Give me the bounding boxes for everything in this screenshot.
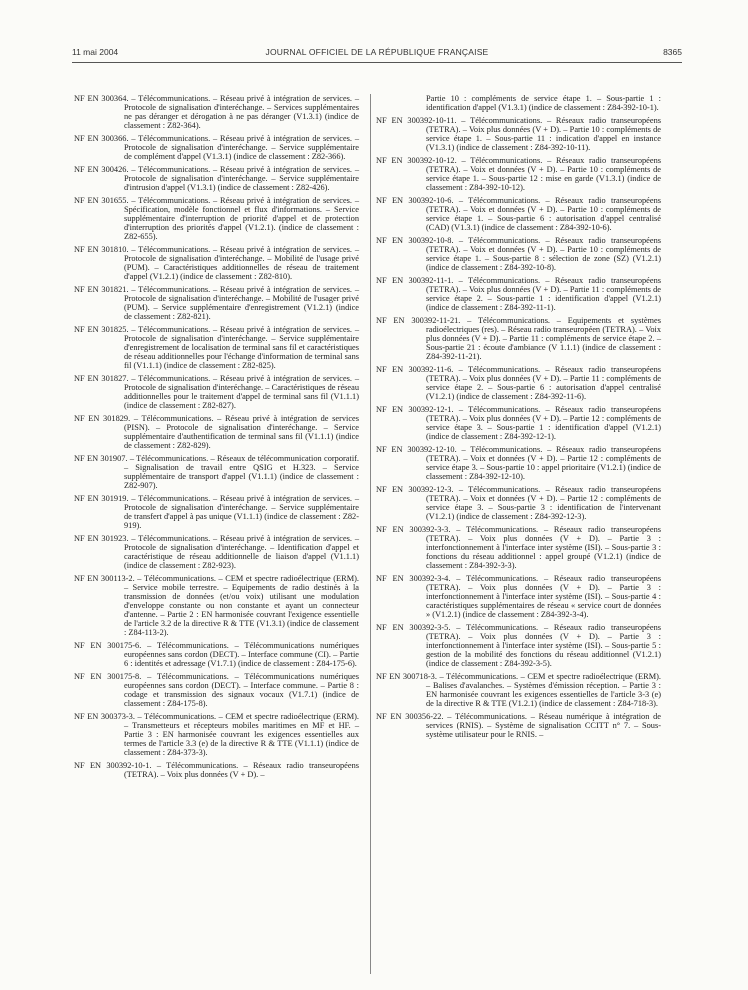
standard-code: NF EN 301655. [74, 195, 129, 205]
standard-description: – Télécommunications. – Réseau privé à intégration de services (PISN). – Protocole de signalisation d'interéchange. – Service supplémentaire d'authentification de terminal sans fil (V1.1.1) (indice de classement : Z82-829). [124, 413, 359, 451]
standard-description: – Télécommunications. – Réseaux radio transeuropéens (TETRA). – Voix et données (V + D). – Partie 12 : compléments de service étape 3. – Sous-partie 3 : identification de l'intervenant (V1.2.1) (indice de classement : Z84-392-12-3). [426, 484, 661, 521]
standard-description: – Télécommunications. – Réseaux radio transeuropéens (TETRA). – Voix plus données (V + D). – Partie 3 : interfonctionnement à l'interface inter système (ISI). – Sous-partie 5 : gestion de la mobilité des fonctions du réseau additionnel (V1.2.1) (indice de classement : Z84-392-3-5). [426, 622, 661, 669]
right-column [376, 94, 661, 743]
standard-entry [74, 285, 359, 321]
standard-description: – Télécommunications. – Réseaux radio transeuropéens (TETRA). – Voix plus données (V + D). – [124, 760, 359, 779]
column-divider [370, 94, 371, 974]
standard-code: NF EN 300392-10-11. [376, 115, 457, 125]
standard-entry [376, 365, 661, 401]
standard-code: NF EN 300426. [74, 164, 129, 174]
standard-entry [376, 236, 661, 272]
standard-code: NF EN 300392-11-1. [376, 275, 454, 285]
standard-entry [74, 374, 359, 410]
standard-entry [376, 485, 661, 521]
left-column [74, 94, 359, 783]
standard-code: NF EN 300366. [74, 133, 129, 143]
standard-code: NF EN 300392-3-4. [376, 573, 451, 583]
standard-description: – Télécommunications. – Réseau privé à intégration de services. – Spécification, modèle fonctionnel et flux d'informations. – Service supplémentaire d'interruption de priorité d'appel et de protection d'interruption des priorités d'appel (V1.2.1). (indice de classement : Z82-655). [124, 195, 359, 242]
standard-description: – Télécommunications. – Réseaux radio transeuropéens (TETRA). – Voix plus données (V + D). – Partie 12 : compléments de service étape 3. – Sous-partie 1 : identification d'appel (V1.2.1) (indice de classement : Z84-392-12-1). [426, 404, 661, 441]
standard-entry [74, 494, 359, 530]
standard-entry [376, 116, 661, 152]
standard-code: NF EN 300373-3. [74, 711, 135, 721]
standard-description: – Télécommunications. – Réseau privé à intégration de services. – Protocole de signalisation d'interéchange. – Services supplémentaires ne pas déranger et dérogation à ne pas déranger (V1.3.1) (indice de classement : Z82-364). [124, 94, 359, 131]
standard-description: – Télécommunications. – Réseaux radio transeuropéens (TETRA). – Voix plus données (V + D). – Partie 3 : interfonctionnement à l'interface inter système (ISI). – Sous-partie 4 : caractéristiques supplémentaires de réseau « service court de données » (V1.2.1) (indice de classement : Z84-392-3-4). [426, 573, 661, 619]
standard-code: NF EN 300356-22. [376, 711, 444, 721]
standard-entry [376, 623, 661, 668]
standard-entry [74, 641, 359, 668]
standard-entry [74, 672, 359, 708]
standard-description: – Télécommunications. – Réseaux de télécommunication corporatif. – Signalisation de travail entre QSIG et H.323. – Service supplémentaire de transport d'appel (V1.1.1) (indice de classement : Z82-907). [124, 453, 360, 490]
standard-description: – Télécommunications. – Réseaux radio transeuropéens (TETRA). – Voix plus données (V + D). – Partie 3 : interfonctionnement à l'interface inter système (ISI). – Sous-partie 3 : fonctions du réseau additionnel : appel groupé (V1.2.1) (indice de classement : Z84-392-3-3). [426, 524, 661, 570]
standard-entry [74, 414, 359, 450]
standard-code: NF EN 300392-12-1. [376, 404, 454, 414]
standard-code: NF EN 301825. [74, 324, 129, 334]
standard-code: NF EN 301923. [74, 533, 129, 543]
header-journal-title: JOURNAL OFFICIEL DE LA RÉPUBLIQUE FRANÇAISE [265, 47, 489, 57]
standard-description: – Télécommunications. – Réseau privé à intégration de services. – Protocole de signalisation d'interéchange. – Mobilité de l'usage privé (PUM). – Caractéristiques additionnelles de réseau de traitement d'appel (V1.2.1) (indice de classement : Z82-810). [124, 244, 359, 282]
standard-description: – Télécommunications. – Réseaux radio transeuropéens (TETRA). – Voix et données (V + D). – Partie 10 : compléments de service étape 1. – Sous-partie 8 : sélection de zone (SZ) (V1.2.1) (indice de classement : Z84-392-10-8). [426, 235, 661, 272]
standard-entry [74, 245, 359, 281]
standard-code: NF EN 301919. [74, 493, 129, 503]
standard-code: NF EN 300175-8. [74, 671, 142, 681]
standard-description: – Télécommunications. – CEM et spectre radioélectrique (ERM). – Service mobile terrestre. – Equipements de radio destinés à la transmission de données (et/ou voix) utilisant une modulation d'enveloppe constante ou non constante et ayant un connecteur d'antenne. – Partie 2 : EN harmonisée couvrant l'exigence essentielle de l'article 3.2 de la directive R & TTE (V1.3.1) (indice de classement : Z84-113-2). [124, 573, 359, 638]
standard-entry [376, 276, 661, 312]
standard-code: NF EN 300392-12-10. [376, 444, 457, 454]
standard-entry [74, 574, 359, 638]
standard-code: NF EN 300392-10-1. [74, 760, 152, 770]
standard-code: NF EN 300718-3. [376, 671, 437, 681]
standard-description: – Télécommunications. – Réseaux radio transeuropéens (TETRA). – Voix et données (V + D). – Partie 12 : compléments de service étape 3. – Sous-partie 10 : appel prioritaire (V1.2.1) (indice de classement : Z84-392-12-10). [426, 444, 661, 481]
standard-code: NF EN 300392-11-6. [376, 364, 454, 374]
standard-code: NF EN 300392-11-21. [376, 315, 461, 325]
standard-description: – Télécommunications. – Réseau privé à intégration de services. – Protocole de signalisation d'interéchange. – Identification d'appel et caractéristique de réseau additionnelle de liaison d'appel (V1.1.1) (indice de classement : Z82-923). [124, 533, 359, 570]
standard-entry [74, 196, 359, 241]
standard-code: NF EN 300392-10-8. [376, 235, 454, 245]
standard-entry [74, 165, 359, 192]
continuation-text: Partie 10 : compléments de service étape 1. – Sous-partie 1 : identification d'appel (V1.3.1) (indice de classement : Z84-392-10-1). [426, 94, 661, 113]
standard-description: – Télécommunications. – Réseaux radio transeuropéens (TETRA). – Voix et données (V + D). – Partie 10 : compléments de service étape 1. – Sous-partie 12 : mise en garde (V1.3.1) (indice de classement : Z84-392-10-12). [426, 155, 661, 193]
standard-code: NF EN 300392-3-3. [376, 524, 451, 534]
header-rule [72, 62, 682, 63]
standard-entry [74, 534, 359, 570]
standard-entry [376, 196, 661, 232]
standard-entry [376, 712, 661, 739]
header-date: 11 mai 2004 [72, 47, 119, 57]
standard-entry [376, 574, 661, 619]
standard-description: – Télécommunications. – Réseaux radio transeuropéens (TETRA). – Voix plus données (V + D). – Partie 10 : compléments de service étape 1. – Sous-partie 11 : indication d'appel en instance (V1.3.1) (indice de classement : Z84-392-10-11). [426, 115, 661, 153]
standard-entry [376, 672, 661, 708]
standard-code: NF EN 300392-12-3. [376, 484, 454, 494]
standard-description: – Télécommunications. – Télécommunications numériques européennes sans cordon (DECT). – Interface commune. – Partie 8 : codage et transmission des signaux vocaux (V1.7.1) (indice de classement : Z84-175-8). [124, 671, 359, 709]
page-header [72, 44, 682, 60]
standard-code: NF EN 300364. [74, 94, 129, 103]
standard-entry [376, 405, 661, 441]
standard-entry [376, 525, 661, 570]
standard-description: – Télécommunications. – Réseau privé à intégration de services. – Protocole de signalisation d'interéchange. – Service supplémentaire de transfert d'appel à pas unique (V1.1.1) (indice de classement : Z82-919). [124, 493, 359, 530]
standard-description: – Télécommunications. – Réseau numérique à intégration de services (RNIS). – Système de signalisation CCITT n° 7. – Sous-système utilisateur pour le RNIS. – [426, 711, 661, 739]
standard-code: NF EN 300392-3-5. [376, 622, 451, 632]
standard-description: – Télécommunications. – Réseau privé à intégration de services. – Protocole de signalisation d'interéchange. – Mobilité de l'usager privé (PUM). – Service supplémentaire d'enregistrement (V1.2.1) (indice de classement : Z82-821). [124, 284, 359, 322]
standard-entry [74, 134, 359, 161]
standard-description: – Télécommunications. – Réseaux radio transeuropéens (TETRA). – Voix plus données (V + D). – Partie 11 : compléments de service étape 2. – Sous-partie 1 : identification d'appel (V1.2.1) (indice de classement : Z84-392-11-1). [426, 275, 661, 312]
standard-code: NF EN 301829. [74, 413, 131, 423]
standard-entry [376, 156, 661, 192]
standard-description: – Télécommunications. – Réseaux radio transeuropéens (TETRA). – Voix plus données (V + D). – Partie 11 : compléments de service étape 2. – Sous-partie 6 : autorisation d'appel centralisé (V1.2.1) (indice de classement : Z84-392-11-6). [426, 364, 661, 401]
standard-code: NF EN 301821. [74, 284, 129, 294]
standard-code: NF EN 301907. [74, 453, 128, 463]
standard-code: NF EN 300392-10-6. [376, 195, 454, 205]
standard-code: NF EN 300392-10-12. [376, 155, 457, 165]
standard-entry [74, 712, 359, 757]
standard-description: – Télécommunications. – CEM et spectre radioélectrique (ERM). – Transmetteurs et récepteurs mobiles maritimes en MF et HF. – Partie 3 : EN harmonisée couvrant les exigences essentielles aux termes de l'article 3.3 (e) de la directive R & TTE (V1.1.1) (indice de classement : Z84-373-3). [124, 711, 359, 758]
standard-entry [74, 761, 359, 779]
standard-description: – Télécommunications. – Réseau privé à intégration de services. – Protocole de signalisation d'interéchange. – Caractéristiques de réseau additionnelles pour le traitement d'appel de terminal sans fil (V1.1.1) (indice de classement : Z82-827). [124, 373, 359, 411]
standard-code: NF EN 301827. [74, 373, 129, 383]
standard-entry [376, 445, 661, 481]
standard-code: NF EN 301810. [74, 244, 129, 254]
standard-code: NF EN 300113-2. [74, 573, 135, 583]
standard-entry [74, 94, 359, 130]
standard-description: – Télécommunications. – CEM et spectre radioélectrique (ERM). – Balises d'avalanches. – Systèmes d'émission réception. – Partie 3 : EN harmonisée couvrant les exigences essentielles de l'article 3-3 (e) de la directive R & TTE (V1.2.1) (indice de classement : Z84-718-3). [426, 671, 661, 709]
standard-description: – Télécommunications. – Réseau privé à intégration de services. – Protocole de signalisation d'interéchange. – Service supplémentaire d'enregistrement de localisation de terminal sans fil et caractéristiques de réseau additionnelles pour l'échange d'information de terminal sans fil (V1.1.1) (indice de classement : Z82-825). [124, 324, 359, 371]
standard-entry [74, 454, 359, 490]
standard-description: – Télécommunications. – Télécommunications numériques européennes sans cordon (DECT). – Interface commune (CI). – Partie 6 : identités et adressage (V1.7.1) (indice de classement : Z84-175-6). [124, 640, 359, 669]
header-page-number: 8365 [663, 47, 682, 57]
standard-entry [376, 316, 661, 361]
standard-entry [74, 325, 359, 370]
standard-description: – Télécommunications. – Réseaux radio transeuropéens (TETRA). – Voix et données (V + D). – Partie 10 : compléments de service étape 1. – Sous-partie 6 : autorisation d'appel centralisé (CAD) (V1.3.1) (indice de classement : Z84-392-10-6). [426, 195, 661, 232]
standard-description: – Télécommunications. – Equipements et systèmes radioélectriques (res). – Réseau radio transeuropéen (TETRA). – Voix plus données (V + D). – Partie 11 : compléments de service étape 2. – Sous-partie 21 : écoute d'ambiance (V 1.1.1) (indice de classement : Z84-392-11-21). [426, 315, 661, 361]
standard-code: NF EN 300175-6. [74, 640, 142, 650]
standard-description: – Télécommunications. – Réseau privé à intégration de services. – Protocole de signalisation d'interéchange. – Service supplémentaire d'intrusion d'appel (V1.3.1) (indice de classement : Z82-426). [124, 164, 359, 193]
standard-description: – Télécommunications. – Réseau privé à intégration de services. – Protocole de signalisation d'interéchange. – Service supplémentaire de complément d'appel (V1.3.1) (indice de classement : Z82-366). [124, 133, 359, 162]
